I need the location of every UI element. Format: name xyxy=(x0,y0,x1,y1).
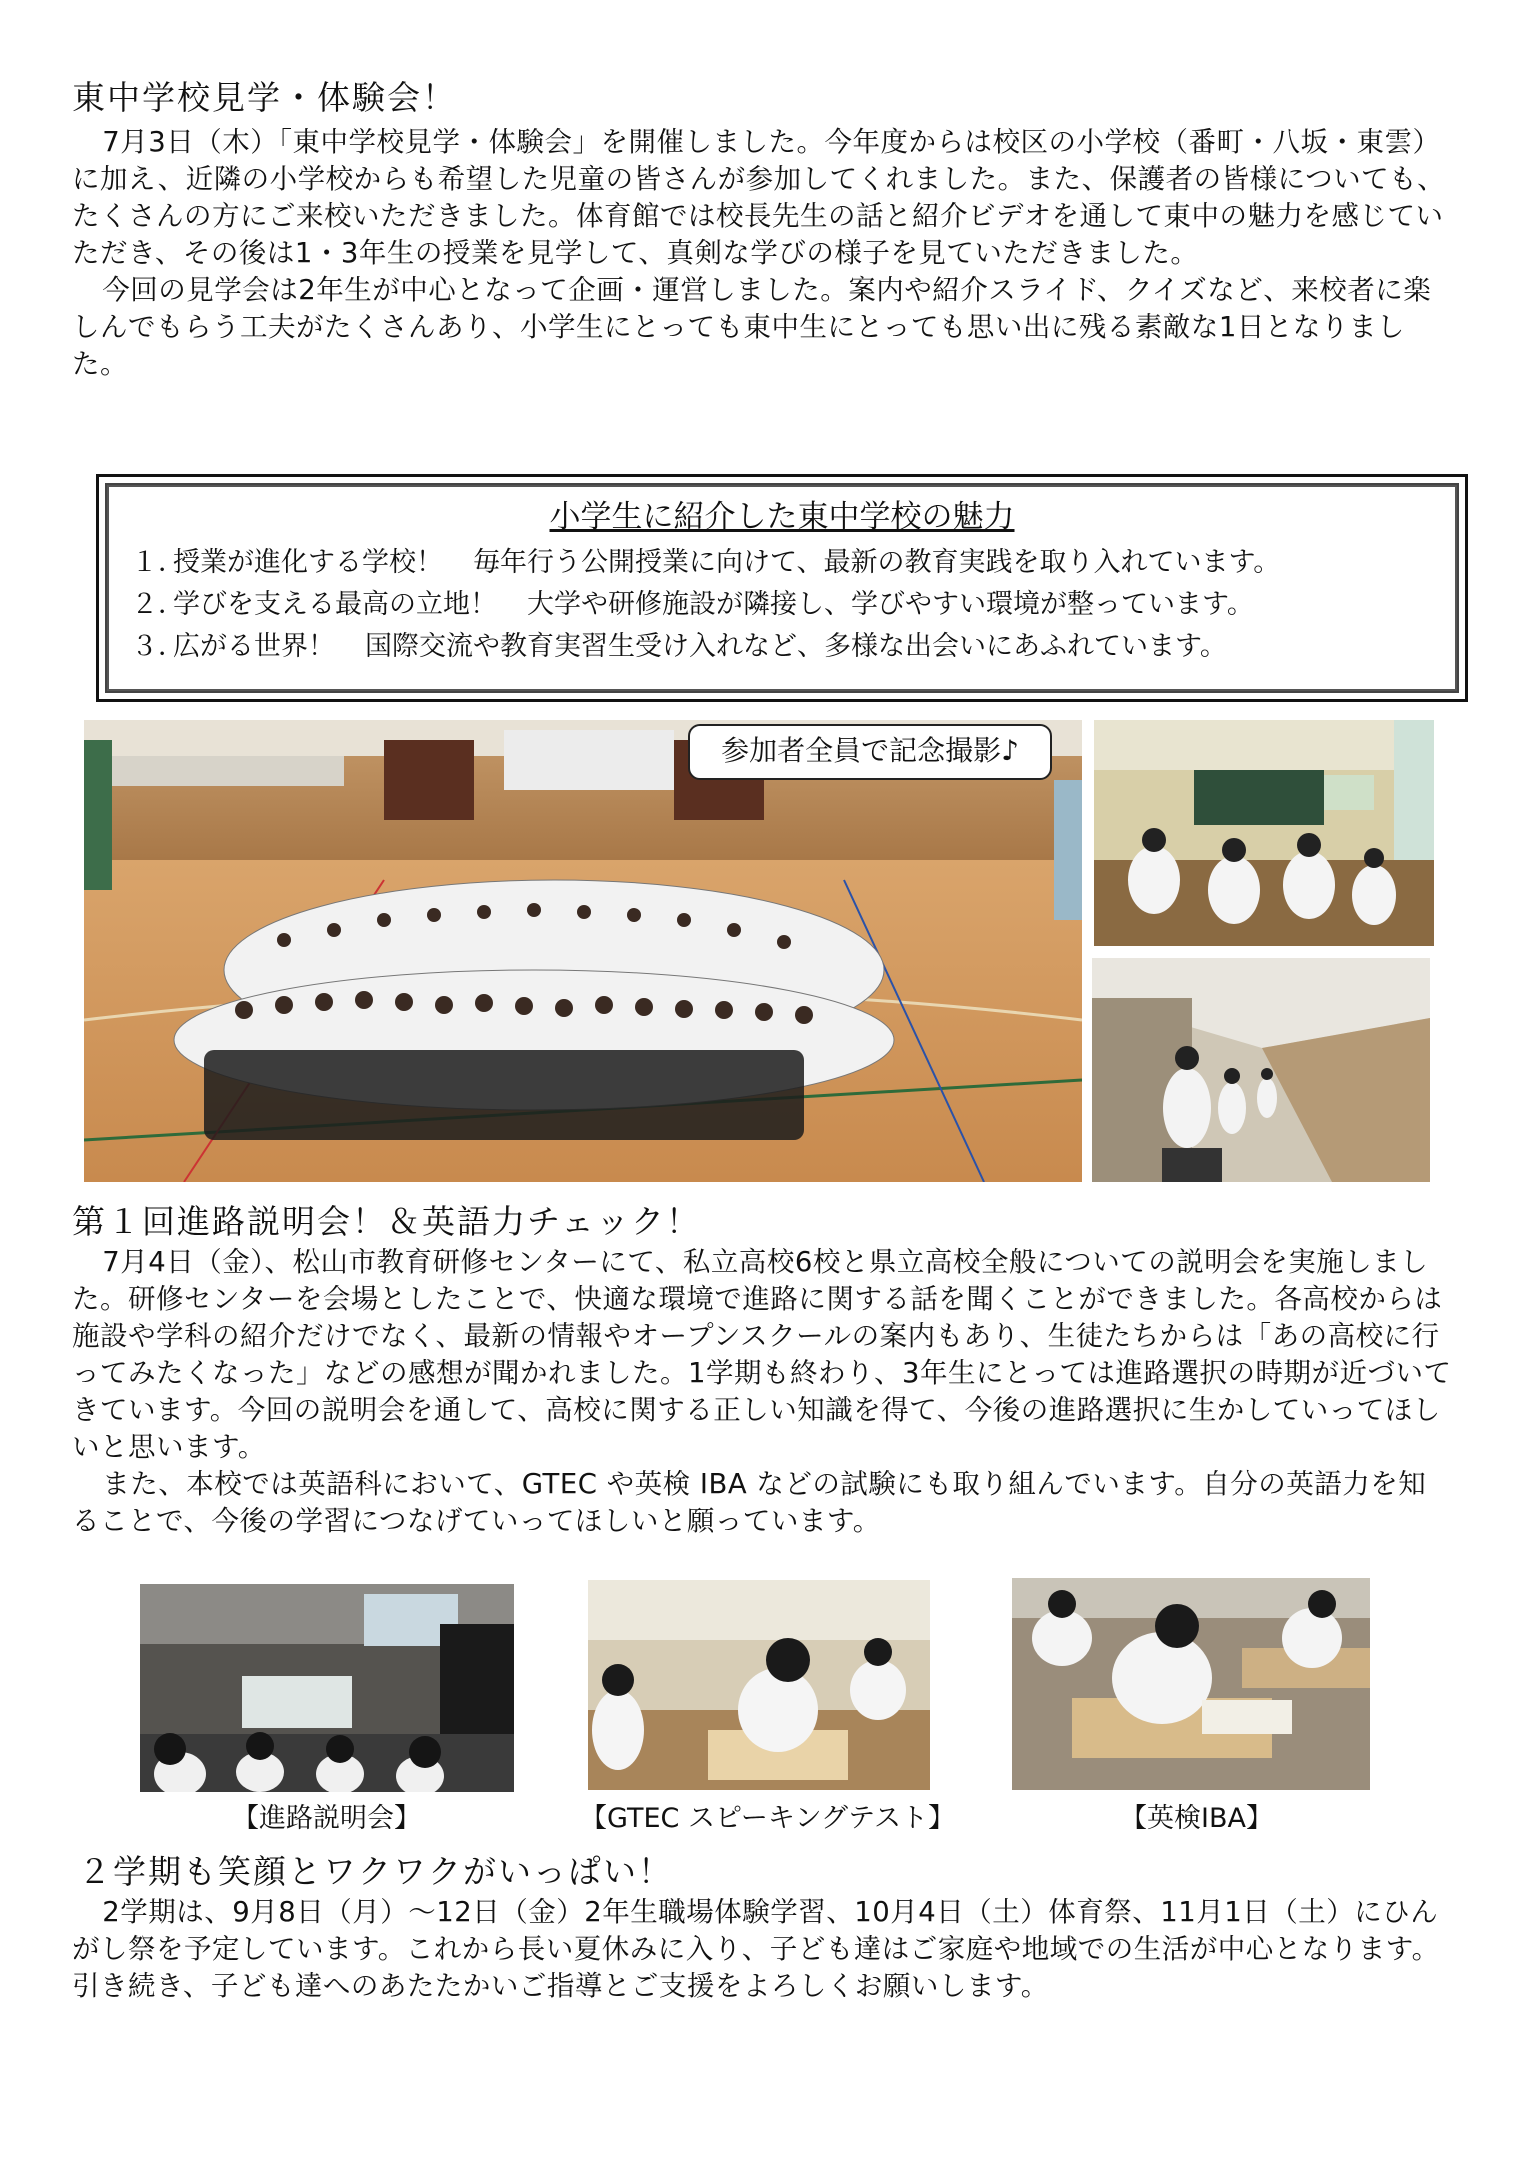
caption-iba: 【英検IBA】 xyxy=(1120,1803,1273,1834)
appeal-item-heading: 学びを支える最高の立地！ xyxy=(173,589,497,620)
corridor-photo xyxy=(1092,958,1430,1182)
appeal-box xyxy=(96,474,1468,702)
section1-paragraph: 今回の見学会は2年生が中心となって企画・運営しました。案内や紹介スライド、クイズなど、来校者に楽しんでもらう工夫がたくさんあり、小学生にとっても東中生にとっても思い出に残る素敵な1日となりました。 xyxy=(72,274,1432,380)
iba-photo xyxy=(1012,1578,1370,1790)
appeal-item xyxy=(131,584,1445,626)
section2-paragraph: また、本校では英語科において、GTEC や英検 IBA などの試験にも取り組んでいます。自分の英語力を知ることで、今後の学習につなげていってほしいと願っています。 xyxy=(72,1468,1427,1537)
classroom-photo xyxy=(1094,720,1434,946)
appeal-item-text: 国際交流や教育実習生受け入れなど、多様な出会いにあふれています。 xyxy=(365,631,1227,662)
speaking-test-photo xyxy=(588,1580,930,1790)
caption-briefing: 【進路説明会】 xyxy=(232,1803,421,1834)
section3-paragraph: 2学期は、9月8日（月）～12日（金）2年生職場体験学習、10月4日（土）体育祭、11月1日（土）にひんがし祭を予定しています。これから長い夏休みに入り、子ども達はご家庭や地域での生活が中心となります。引き続き、子ども達へのあたたかいご指導とご支援をよろしくお願いします。 xyxy=(72,1896,1440,2002)
section1-body xyxy=(72,124,1452,383)
photo-caption-bubble: 参加者全員で記念撮影♪ xyxy=(688,724,1052,780)
section2-body xyxy=(72,1244,1452,1540)
section1-paragraph: 7月3日（木）「東中学校見学・体験会」を開催しました。今年度からは校区の小学校（番町・八坂・東雲）に加え、近隣の小学校からも希望した児童の皆さんが参加してくれました。また、保護者の皆様についても、たくさんの方にご来校いただきました。体育館では校長先生の話と紹介ビデオを通して東中の魅力を感じていただき、その後は1・3年生の授業を見学して、真剣な学びの様子を見ていただきました。 xyxy=(72,126,1446,269)
appeal-item-text: 毎年行う公開授業に向けて、最新の教育実践を取り入れています。 xyxy=(473,547,1281,578)
section1-title: 東中学校見学・体験会！ xyxy=(72,78,457,117)
appeal-box-title: 小学生に紹介した東中学校の魅力 xyxy=(549,499,1015,535)
section2-title: 第１回進路説明会！＆英語力チェック！ xyxy=(72,1202,702,1241)
appeal-item-number: ２． xyxy=(131,589,185,620)
appeal-item xyxy=(131,626,1445,668)
section3-body xyxy=(72,1894,1452,2005)
appeal-item-text: 大学や研修施設が隣接し、学びやすい環境が整っています。 xyxy=(527,589,1254,620)
group-photo xyxy=(84,720,1082,1182)
appeal-item-heading: 授業が進化する学校！ xyxy=(173,547,443,578)
appeal-item-number: ３． xyxy=(131,631,185,662)
section3-title: ２学期も笑顔とワクワクがいっぱい！ xyxy=(78,1852,673,1891)
appeal-item-number: １． xyxy=(131,547,185,578)
section2-paragraph: 7月4日（金）、松山市教育研修センターにて、私立高校6校と県立高校全般についての説明会を実施しました。研修センターを会場としたことで、快適な環境で進路に関する話を聞くことができました。各高校からは施設や学科の紹介だけでなく、最新の情報やオープンスクールの案内もあり、生徒たちからは「あの高校に行ってみたくなった」などの感想が聞かれました。1学期も終わり、3年生にとっては進路選択の時期が近づいてきています。今回の説明会を通して、高校に関する正しい知識を得て、今後の進路選択に生かしていってほしいと思います。 xyxy=(72,1246,1452,1463)
appeal-item-heading: 広がる世界！ xyxy=(173,631,335,662)
briefing-photo xyxy=(140,1584,514,1792)
caption-speaking-test: 【GTEC スピーキングテスト】 xyxy=(580,1803,955,1834)
appeal-item xyxy=(131,542,1445,584)
